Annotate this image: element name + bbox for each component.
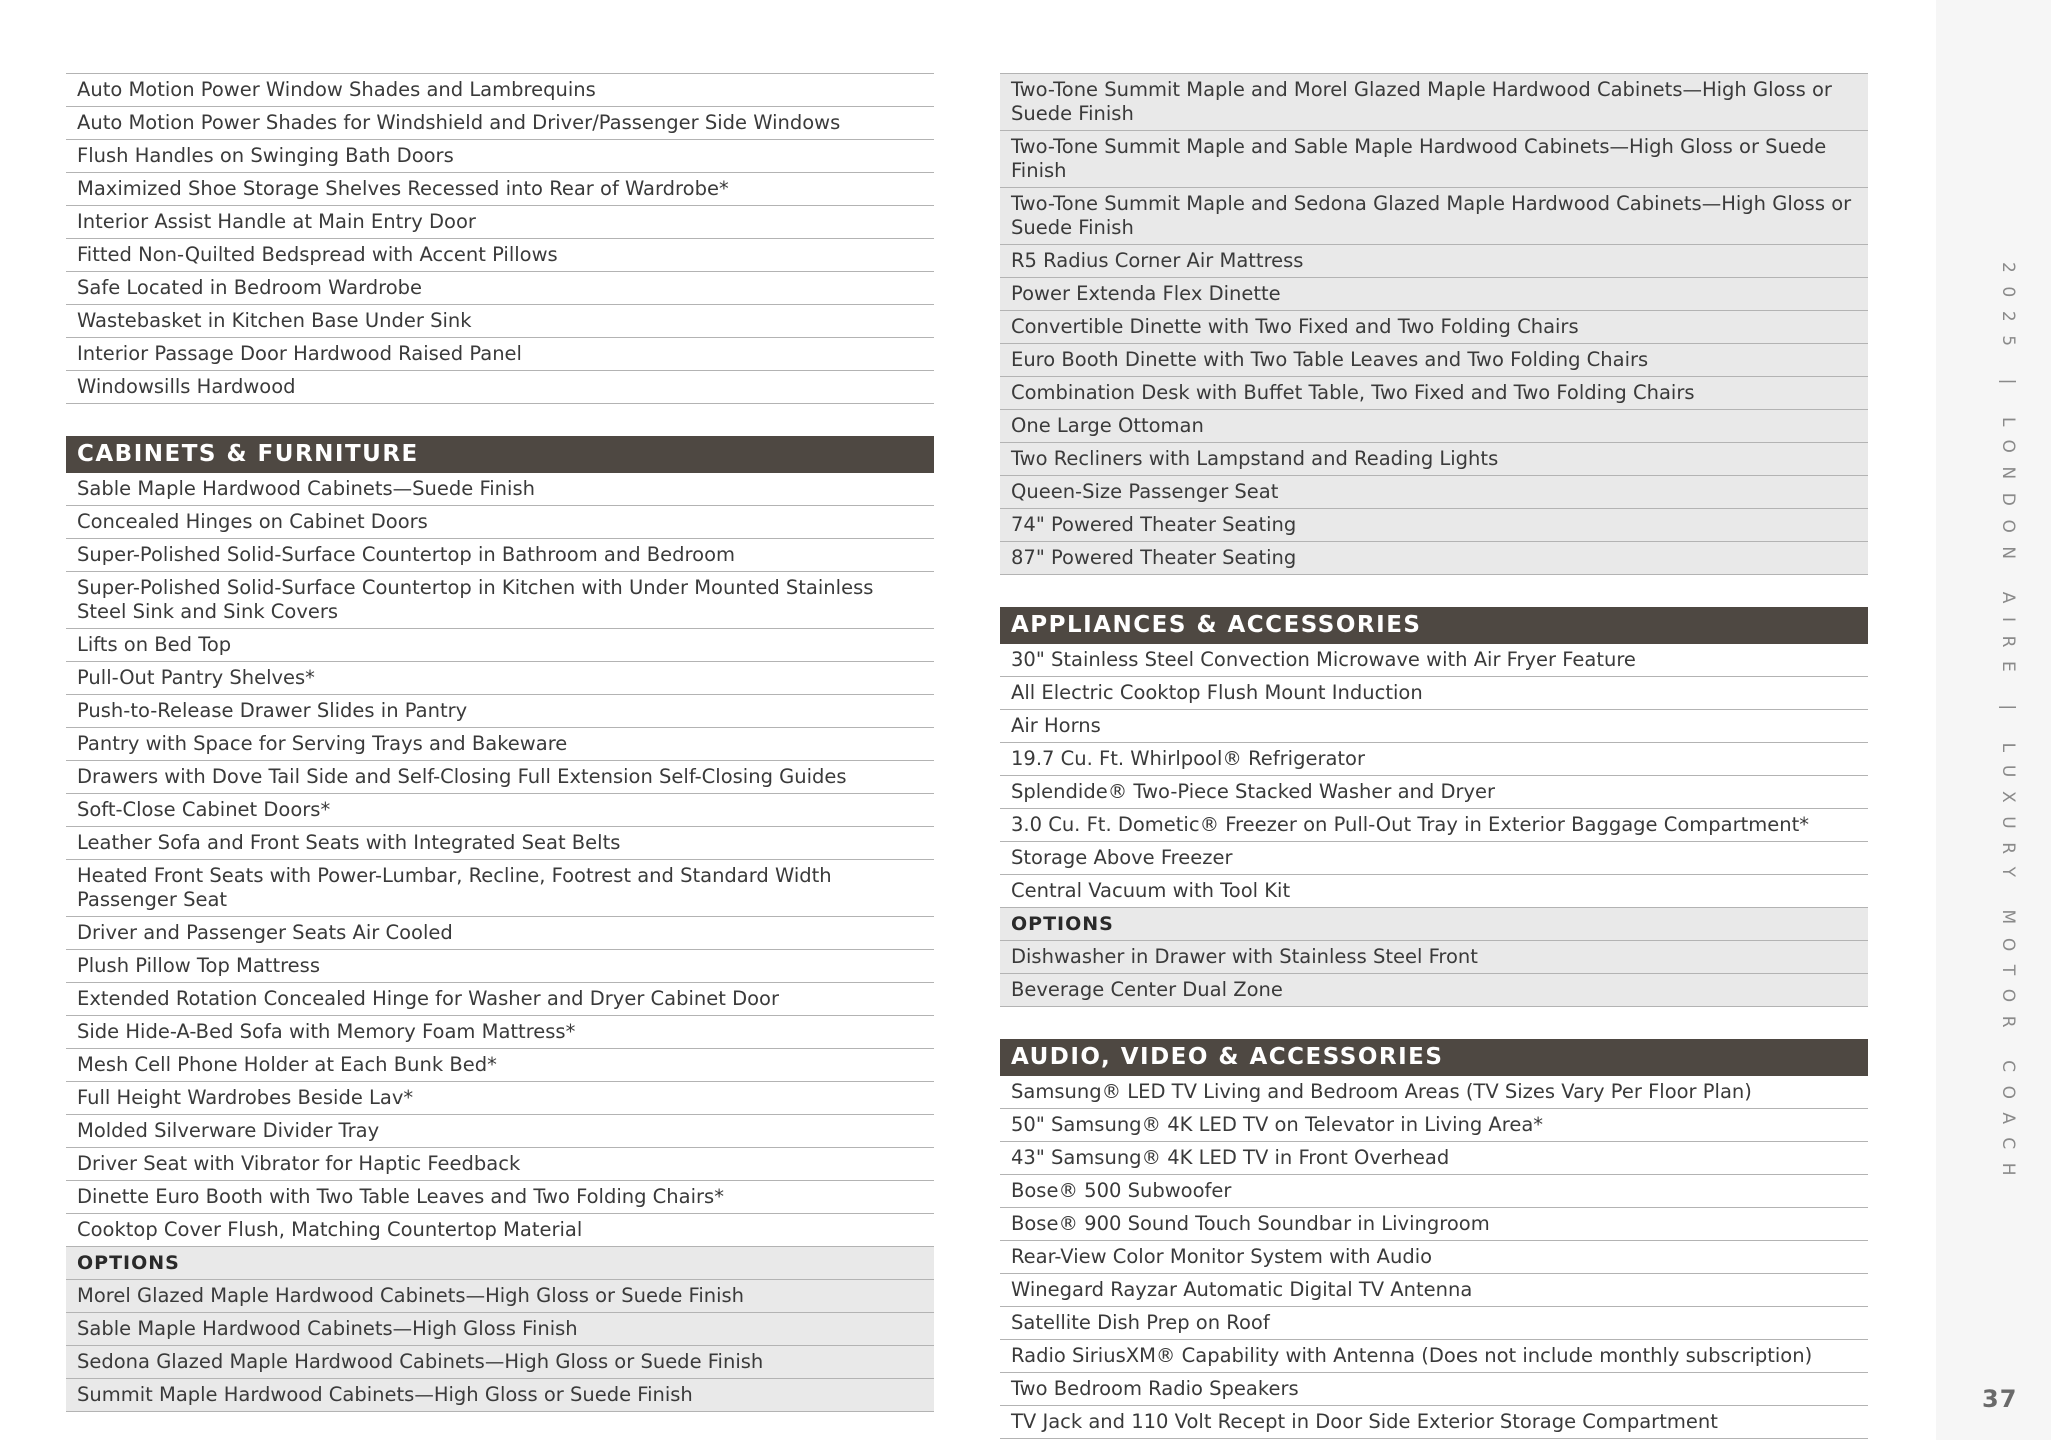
list-item: Extended Rotation Concealed Hinge for Washer and Dryer Cabinet Door <box>66 983 934 1016</box>
list-item: 30" Stainless Steel Convection Microwave with Air Fryer Feature <box>1000 644 1868 677</box>
list-item: 43" Samsung® 4K LED TV in Front Overhead <box>1000 1142 1868 1175</box>
list-item: Beverage Center Dual Zone <box>1000 974 1868 1007</box>
list-item: Air Horns <box>1000 710 1868 743</box>
list-item: Side Hide-A-Bed Sofa with Memory Foam Mattress* <box>66 1016 934 1049</box>
list-item: 19.7 Cu. Ft. Whirlpool® Refrigerator <box>1000 743 1868 776</box>
list-item: Auto Motion Power Window Shades and Lambrequins <box>66 74 934 107</box>
sidebar-band <box>1936 0 2051 1440</box>
list-item: Bose® 500 Subwoofer <box>1000 1175 1868 1208</box>
list-item: Leather Sofa and Front Seats with Integrated Seat Belts <box>66 827 934 860</box>
list-item: Push-to-Release Drawer Slides in Pantry <box>66 695 934 728</box>
list-item: Dinette Euro Booth with Two Table Leaves and Two Folding Chairs* <box>66 1181 934 1214</box>
list-item: Interior Passage Door Hardwood Raised Panel <box>66 338 934 371</box>
list-item: Full Height Wardrobes Beside Lav* <box>66 1082 934 1115</box>
left-column <box>66 73 934 1412</box>
cabinet-options-continued <box>1000 73 1868 575</box>
list-item: Plush Pillow Top Mattress <box>66 950 934 983</box>
list-item: TV Jack and 110 Volt Recept in Door Side Exterior Storage Compartment <box>1000 1406 1868 1439</box>
list-item: Lifts on Bed Top <box>66 629 934 662</box>
list-item: Concealed Hinges on Cabinet Doors <box>66 506 934 539</box>
list-item: 87" Powered Theater Seating <box>1000 542 1868 575</box>
appliances-list <box>1000 644 1868 1007</box>
list-item: Flush Handles on Swinging Bath Doors <box>66 140 934 173</box>
list-item: Cooktop Cover Flush, Matching Countertop Material <box>66 1214 934 1247</box>
cabinets-options <box>66 1280 934 1412</box>
list-item: Samsung® LED TV Living and Bedroom Areas (TV Sizes Vary Per Floor Plan) <box>1000 1076 1868 1109</box>
options-heading: OPTIONS <box>1000 908 1868 941</box>
list-item: Maximized Shoe Storage Shelves Recessed into Rear of Wardrobe* <box>66 173 934 206</box>
list-item: Auto Motion Power Shades for Windshield and Driver/Passenger Side Windows <box>66 107 934 140</box>
options-heading: OPTIONS <box>66 1247 934 1280</box>
list-item: Pantry with Space for Serving Trays and Bakeware <box>66 728 934 761</box>
sidebar-title: 2025 | LONDON AIRE | LUXURY MOTOR COACH <box>1998 262 2018 1190</box>
list-item: Summit Maple Hardwood Cabinets—High Gloss or Suede Finish <box>66 1379 934 1412</box>
list-item: Super-Polished Solid-Surface Countertop in Bathroom and Bedroom <box>66 539 934 572</box>
list-item: One Large Ottoman <box>1000 410 1868 443</box>
list-item: Radio SiriusXM® Capability with Antenna (Does not include monthly subscription) <box>1000 1340 1868 1373</box>
section-title-cabinets: CABINETS & FURNITURE <box>66 436 934 473</box>
list-item: Two Bedroom Radio Speakers <box>1000 1373 1868 1406</box>
page-number: 37 <box>1982 1385 2018 1413</box>
list-item: Two-Tone Summit Maple and Morel Glazed Maple Hardwood Cabinets—High Gloss or Suede Finish <box>1000 74 1868 131</box>
list-item: Driver Seat with Vibrator for Haptic Feedback <box>66 1148 934 1181</box>
list-item: Splendide® Two-Piece Stacked Washer and Dryer <box>1000 776 1868 809</box>
list-item: Molded Silverware Divider Tray <box>66 1115 934 1148</box>
list-item: Fitted Non-Quilted Bedspread with Accent Pillows <box>66 239 934 272</box>
list-item: Power Extenda Flex Dinette <box>1000 278 1868 311</box>
list-item: Two-Tone Summit Maple and Sable Maple Hardwood Cabinets—High Gloss or Suede Finish <box>1000 131 1868 188</box>
list-item: 74" Powered Theater Seating <box>1000 509 1868 542</box>
list-item: Sable Maple Hardwood Cabinets—Suede Finish <box>66 473 934 506</box>
list-item: Two-Tone Summit Maple and Sedona Glazed Maple Hardwood Cabinets—High Gloss or Suede Finish <box>1000 188 1868 245</box>
list-item: Pull-Out Pantry Shelves* <box>66 662 934 695</box>
list-item: Sedona Glazed Maple Hardwood Cabinets—High Gloss or Suede Finish <box>66 1346 934 1379</box>
list-item: Euro Booth Dinette with Two Table Leaves and Two Folding Chairs <box>1000 344 1868 377</box>
appliances-items <box>1000 644 1868 908</box>
list-item: Rear-View Color Monitor System with Audio <box>1000 1241 1868 1274</box>
audio-list <box>1000 1076 1868 1439</box>
list-item: Bose® 900 Sound Touch Soundbar in Livingroom <box>1000 1208 1868 1241</box>
list-item: Morel Glazed Maple Hardwood Cabinets—High Gloss or Suede Finish <box>66 1280 934 1313</box>
list-item: Windowsills Hardwood <box>66 371 934 404</box>
list-item: Dishwasher in Drawer with Stainless Steel Front <box>1000 941 1868 974</box>
list-item: Storage Above Freezer <box>1000 842 1868 875</box>
list-item: Safe Located in Bedroom Wardrobe <box>66 272 934 305</box>
list-item: Satellite Dish Prep on Roof <box>1000 1307 1868 1340</box>
list-item: Mesh Cell Phone Holder at Each Bunk Bed* <box>66 1049 934 1082</box>
list-item: Driver and Passenger Seats Air Cooled <box>66 917 934 950</box>
appliances-options <box>1000 941 1868 1007</box>
list-item: Winegard Rayzar Automatic Digital TV Antenna <box>1000 1274 1868 1307</box>
list-item: Heated Front Seats with Power-Lumbar, Recline, Footrest and Standard Width Passenger Seat <box>66 860 934 917</box>
list-item: Interior Assist Handle at Main Entry Door <box>66 206 934 239</box>
list-item: Queen-Size Passenger Seat <box>1000 476 1868 509</box>
list-item: 50" Samsung® 4K LED TV on Televator in Living Area* <box>1000 1109 1868 1142</box>
feature-list <box>66 73 934 404</box>
list-item: Wastebasket in Kitchen Base Under Sink <box>66 305 934 338</box>
list-item: Combination Desk with Buffet Table, Two Fixed and Two Folding Chairs <box>1000 377 1868 410</box>
list-item: Super-Polished Solid-Surface Countertop in Kitchen with Under Mounted Stainless Steel Sink and Sink Covers <box>66 572 934 629</box>
list-item: Central Vacuum with Tool Kit <box>1000 875 1868 908</box>
list-item: Two Recliners with Lampstand and Reading Lights <box>1000 443 1868 476</box>
section-title-audio-video: AUDIO, VIDEO & ACCESSORIES <box>1000 1039 1868 1076</box>
list-item: 3.0 Cu. Ft. Dometic® Freezer on Pull-Out Tray in Exterior Baggage Compartment* <box>1000 809 1868 842</box>
list-item: Sable Maple Hardwood Cabinets—High Gloss Finish <box>66 1313 934 1346</box>
list-item: Convertible Dinette with Two Fixed and Two Folding Chairs <box>1000 311 1868 344</box>
cabinets-list <box>66 473 934 1412</box>
section-title-appliances: APPLIANCES & ACCESSORIES <box>1000 607 1868 644</box>
cabinets-items <box>66 473 934 1247</box>
list-item: All Electric Cooktop Flush Mount Induction <box>1000 677 1868 710</box>
list-item: Soft-Close Cabinet Doors* <box>66 794 934 827</box>
list-item: R5 Radius Corner Air Mattress <box>1000 245 1868 278</box>
right-column <box>1000 73 1868 1439</box>
list-item: Drawers with Dove Tail Side and Self-Closing Full Extension Self-Closing Guides <box>66 761 934 794</box>
